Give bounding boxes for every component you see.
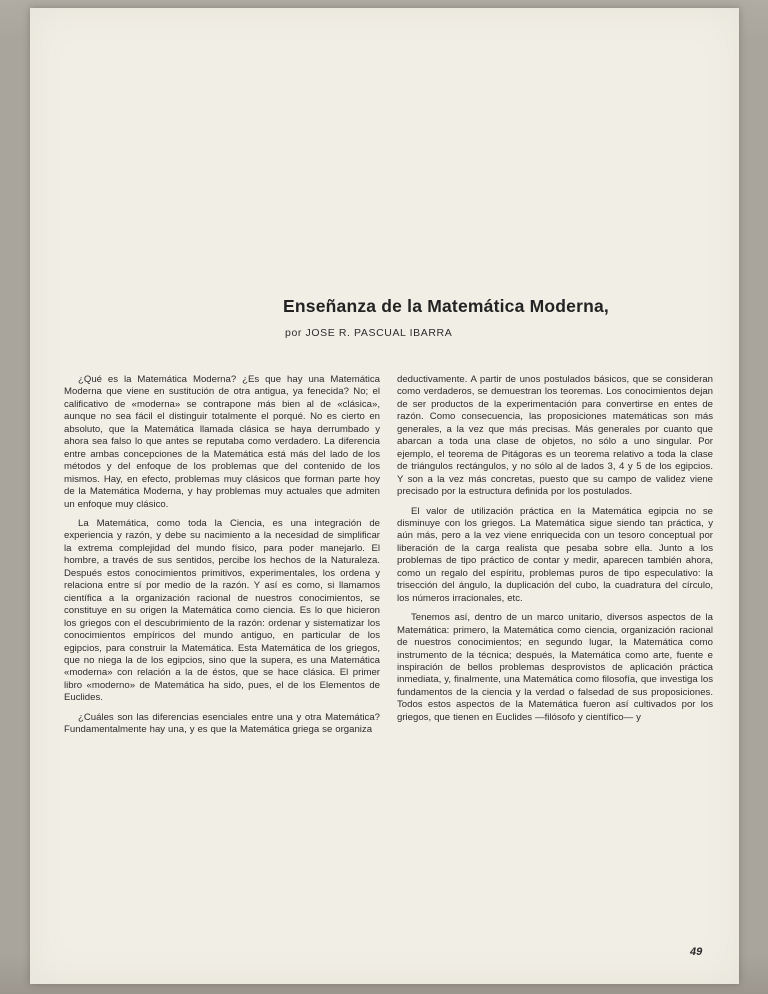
page-number: 49 xyxy=(690,946,703,958)
paragraph: ¿Cuáles son las diferencias esenciales entre una y otra Matemática? Fundamentalmente hay una, y es que la Matemática griega se organiza xyxy=(64,711,380,736)
article-byline: por JOSE R. PASCUAL IBARRA xyxy=(285,327,453,339)
article-body xyxy=(64,374,713,737)
article-title: Enseñanza de la Matemática Moderna, xyxy=(283,296,609,316)
left-column xyxy=(64,374,380,737)
title-block xyxy=(283,296,713,339)
right-column xyxy=(397,374,713,737)
paragraph: El valor de utilización práctica en la Matemática egipcia no se disminuye con los griegos. La Matemática sigue siendo tan práctica, y aún más, pero a la vez viene enriquecida con un tesoro conceptual por liberación de la carga realista que pesaba sobre ella. Junto a los problemas de tipo práctico de contar y medir, aparecen también ahora, como un regalo del espíritu, problemas puros de tipo especulativo: la trisección del ángulo, la duplicación del cubo, la cuadratura del círculo, los números irracionales, etc. xyxy=(397,505,713,604)
paragraph: Tenemos así, dentro de un marco unitario, diversos aspectos de la Matemática: primero, la Matemática como ciencia, organización racional de nuestros conocimientos; en segundo lugar, la Matemática como instrumento de la técnica; después, la Matemática como arte, fuente e inspiración de bellos problemas desprovistos de aplicación práctica inmediata, y, finalmente, una Matemática como filosofía, que investiga los fundamentos de la ciencia y la verdad o falsedad de sus proposiciones. Todos estos aspectos de la Matemática fueron así cultivados por los griegos, que tienen en Euclides —filósofo y científico— y xyxy=(397,612,713,723)
paragraph: ¿Qué es la Matemática Moderna? ¿Es que hay una Matemática Moderna que viene en sustitución de otra antigua, ya fenecida? No; el calificativo de «moderna» se contrapone más bien al de «clásica», aunque no sea fácil el distinguir totalmente el porqué. No es cierto en absoluto, que la Matemática llamada clásica se haya derrumbado y ahora sea falso lo que antes se reputaba como verdadero. La diferencia entre ambas concepciones de la Matemática está más del lado de los métodos y del enfoque de los problemas que del contenido de los mismos. Hay, en efecto, problemas muy clásicos que forman parte hoy de la Matemática Moderna, y hay problemas muy actuales que admiten un enfoque muy clásico. xyxy=(64,374,380,510)
scanned-page xyxy=(30,8,739,984)
paragraph: La Matemática, como toda la Ciencia, es una integración de experiencia y razón, y debe su nacimiento a la necesidad de simplificar la extrema complejidad del mundo físico, para poder manejarlo. El hombre, a través de sus sentidos, percibe los hechos de la Naturaleza. Después estos conocimientos primitivos, experimentales, los ordena y relaciona entre sí por medio de la razón. Y así es como, si llamamos científica a la organización racional de nuestros conocimientos, se constituye en su origen la Matemática como ciencia. Es lo que hicieron los griegos con el descubrimiento de la razón: ordenar y sistematizar los conocimientos empíricos del mundo antiguo, en particular de los egipcios, para construir la Matemática. Esta Matemática de los griegos, que no niega la de los egipcios, sino que la supera, es una Matemática «moderna» con relación a la de éstos, que se hace clásica. El primer libro «moderno» de Matemática ha sido, pues, el de los Elementos de Euclides. xyxy=(64,517,380,704)
paragraph: deductivamente. A partir de unos postulados básicos, que se consideran como verdaderos, se demuestran los teoremas. Los conocimientos dejan de ser productos de la experimentación para convertirse en entes de razón. Como consecuencia, las proposiciones matemáticas son más generales, a la vez que más precisas. Más generales por cuanto que abarcan a toda una clase de objetos, no sólo a uno singular. Por ejemplo, el teorema de Pitágoras es un teorema relativo a toda la clase de triángulos rectángulos, y no sólo al de lados 3, 4 y 5 de los egipcios. Y son a la vez más concretas, puesto que su campo de validez viene precisado por la estructura definida por los postulados. xyxy=(397,374,713,498)
